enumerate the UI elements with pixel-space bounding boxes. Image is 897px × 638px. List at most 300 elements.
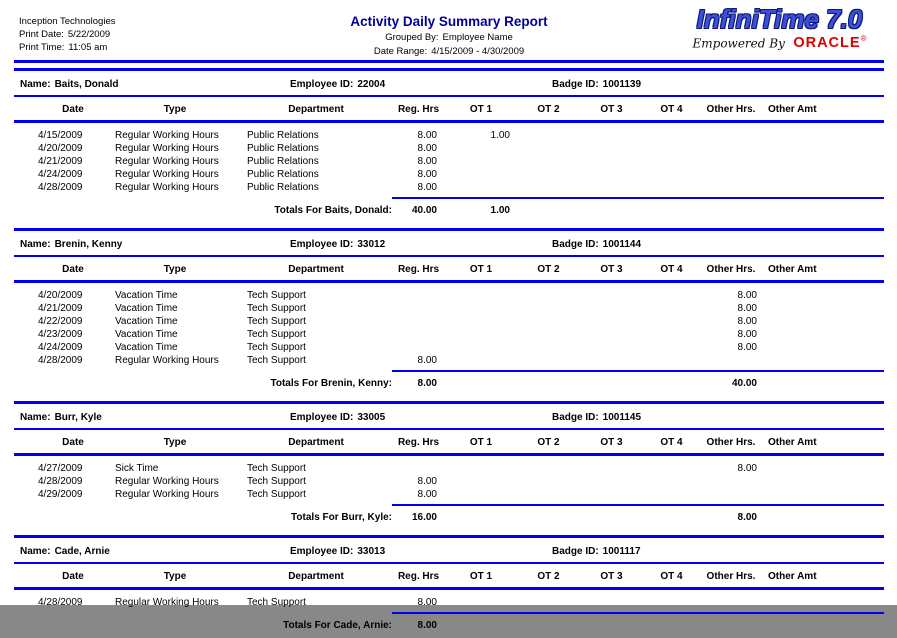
rows-body [14,455,884,502]
table-row [14,475,884,488]
total-ot2 [517,505,580,530]
cell-reg_hrs [392,455,445,476]
rows-body [14,282,884,368]
name-label: Name: [20,239,51,250]
employee-name: Burr, Kyle [54,412,102,423]
total-ot3 [580,371,643,396]
cell-ot3 [580,354,643,367]
cell-department: Tech Support [247,290,306,301]
column-header-department: Department [240,564,392,589]
cell-reg_hrs [392,302,445,315]
employee-id-group [290,412,385,423]
column-header-ot3: OT 3 [580,257,643,282]
cell-other_hrs [700,475,762,488]
cell-reg_hrs: 8.00 [417,489,437,500]
column-header-other_amt: Other Amt [762,430,884,455]
cell-other_amt [762,122,884,143]
cell-type: Vacation Time [115,329,178,340]
totals-label: Totals For Burr, Kyle: [291,511,392,523]
totals-row [14,371,884,396]
employee-name: Baits, Donald [54,79,119,90]
total-ot1 [445,613,517,638]
column-header-row [14,257,884,282]
badge-id-group [552,412,641,423]
cell-other_amt [762,328,884,341]
activity-table [14,97,884,223]
cell-date: 4/20/2009 [38,143,83,154]
cell-other_hrs [700,168,762,181]
employee-id-group [290,546,385,557]
cell-department: Public Relations [247,169,319,180]
cell-ot1 [445,315,517,328]
column-header-other_hrs: Other Hrs. [700,564,762,589]
cell-ot3 [580,589,643,610]
employee-section [14,401,884,530]
cell-department: Public Relations [247,143,319,154]
employee-name-group [20,239,122,250]
cell-ot4 [643,282,700,303]
cell-other_hrs [700,589,762,610]
cell-date: 4/23/2009 [38,329,83,340]
infinitime-logo [677,6,882,51]
cell-date: 4/22/2009 [38,316,83,327]
total-ot4 [643,613,700,638]
total-other-hrs [700,198,762,223]
cell-reg_hrs: 8.00 [417,182,437,193]
badge-id-value: 1001139 [602,79,642,90]
table-row [14,341,884,354]
employee-section [14,228,884,396]
cell-type: Regular Working Hours [115,182,219,193]
badge-id-group [552,79,641,90]
cell-ot1 [445,328,517,341]
cell-ot3 [580,475,643,488]
employee-id-label: Employee ID: [290,546,354,557]
cell-department: Tech Support [247,489,306,500]
employee-name-group [20,412,102,423]
total-other-amt [762,505,884,530]
registered-mark-icon: ® [860,34,867,43]
total-reg-hrs: 40.00 [411,205,437,216]
total-reg-hrs: 16.00 [411,512,437,523]
table-row [14,122,884,143]
cell-reg_hrs: 8.00 [417,597,437,608]
cell-date: 4/20/2009 [38,290,83,301]
totals-label: Totals For Cade, Arnie: [283,619,392,631]
cell-other_hrs: 8.00 [737,342,757,353]
total-ot3 [580,198,643,223]
employee-id-label: Employee ID: [290,239,354,250]
employee-section [14,535,884,638]
cell-ot2 [517,315,580,328]
column-header-other_hrs: Other Hrs. [700,257,762,282]
cell-type: Regular Working Hours [115,355,219,366]
column-header-ot4: OT 4 [643,430,700,455]
column-header-other_hrs: Other Hrs. [700,430,762,455]
employee-name: Cade, Arnie [54,546,110,557]
cell-other_amt [762,282,884,303]
cell-type: Regular Working Hours [115,143,219,154]
cell-date: 4/21/2009 [38,303,83,314]
cell-ot1 [445,354,517,367]
cell-type: Regular Working Hours [115,597,219,608]
total-ot2 [517,371,580,396]
column-header-ot2: OT 2 [517,564,580,589]
badge-id-label: Badge ID: [552,79,599,90]
column-header-row [14,564,884,589]
grouped-by-label: Grouped By: [385,32,439,43]
employee-id-value: 33013 [357,546,386,557]
cell-ot3 [580,488,643,501]
employee-name-group [20,79,118,90]
cell-department: Tech Support [247,342,306,353]
totals-label: Totals For Baits, Donald: [274,204,392,216]
cell-ot1 [445,589,517,610]
cell-reg_hrs [392,328,445,341]
table-row [14,328,884,341]
cell-other_amt [762,181,884,194]
cell-other_amt [762,315,884,328]
cell-other_hrs [700,354,762,367]
cell-ot4 [643,341,700,354]
name-label: Name: [20,412,51,423]
column-header-date: Date [14,564,110,589]
cell-department: Tech Support [247,597,306,608]
activity-table [14,564,884,638]
report-body [14,68,884,638]
cell-reg_hrs: 8.00 [417,143,437,154]
column-header-ot4: OT 4 [643,257,700,282]
total-other-amt [762,198,884,223]
column-header-reg_hrs: Reg. Hrs [392,97,445,122]
cell-other_hrs: 8.00 [737,303,757,314]
employee-id-value: 22004 [357,79,386,90]
totals-row [14,198,884,223]
total-reg-hrs: 8.00 [417,620,437,631]
cell-department: Tech Support [247,476,306,487]
total-other-amt [762,371,884,396]
cell-ot2 [517,475,580,488]
cell-ot2 [517,488,580,501]
total-ot2 [517,198,580,223]
cell-other_amt [762,168,884,181]
column-header-date: Date [14,97,110,122]
cell-date: 4/21/2009 [38,156,83,167]
cell-ot1 [445,488,517,501]
cell-ot2 [517,282,580,303]
total-ot1 [445,371,517,396]
cell-department: Tech Support [247,316,306,327]
activity-table [14,430,884,530]
cell-other_amt [762,341,884,354]
cell-reg_hrs: 8.00 [417,355,437,366]
cell-other_hrs [700,142,762,155]
cell-other_amt [762,589,884,610]
cell-other_hrs: 8.00 [737,329,757,340]
column-header-ot1: OT 1 [445,97,517,122]
cell-ot4 [643,354,700,367]
cell-type: Vacation Time [115,316,178,327]
cell-ot1 [445,282,517,303]
employee-id-group [290,239,385,250]
cell-ot2 [517,328,580,341]
cell-other_hrs [700,181,762,194]
oracle-brand: ORACLE [793,35,861,52]
cell-department: Public Relations [247,156,319,167]
badge-id-label: Badge ID: [552,412,599,423]
cell-type: Regular Working Hours [115,156,219,167]
cell-ot4 [643,142,700,155]
cell-reg_hrs [392,282,445,303]
column-header-ot2: OT 2 [517,97,580,122]
cell-reg_hrs: 8.00 [417,169,437,180]
cell-ot4 [643,475,700,488]
total-ot4 [643,198,700,223]
badge-id-value: 1001144 [602,239,642,250]
total-ot3 [580,613,643,638]
column-header-date: Date [14,257,110,282]
column-header-department: Department [240,430,392,455]
cell-date: 4/29/2009 [38,489,83,500]
employee-info-row [14,538,884,562]
cell-other_amt [762,455,884,476]
table-row [14,354,884,367]
header-divider [14,60,884,63]
cell-ot3 [580,155,643,168]
cell-ot1 [445,168,517,181]
column-header-row [14,97,884,122]
employee-id-value: 33005 [357,412,386,423]
product-wordmark: InfiniTime 7.0 [696,4,863,34]
table-row [14,315,884,328]
table-row [14,155,884,168]
cell-other_hrs [700,155,762,168]
cell-date: 4/27/2009 [38,463,83,474]
totals-row [14,613,884,638]
employee-info-row [14,404,884,428]
total-ot4 [643,505,700,530]
cell-ot3 [580,181,643,194]
logo-tagline-row [677,31,882,51]
cell-date: 4/15/2009 [38,130,83,141]
print-time-value: 11:05 am [68,42,108,53]
activity-table [14,257,884,396]
cell-department: Public Relations [247,130,319,141]
cell-ot4 [643,589,700,610]
cell-ot4 [643,315,700,328]
employee-section [14,68,884,223]
column-header-ot2: OT 2 [517,257,580,282]
cell-ot3 [580,455,643,476]
cell-ot3 [580,315,643,328]
cell-ot2 [517,155,580,168]
totals-row [14,505,884,530]
cell-ot2 [517,354,580,367]
column-header-ot1: OT 1 [445,564,517,589]
column-header-type: Type [110,257,240,282]
badge-id-value: 1001145 [602,412,642,423]
total-other-hrs: 40.00 [731,378,757,389]
table-row [14,455,884,476]
cell-type: Vacation Time [115,290,178,301]
column-header-ot4: OT 4 [643,97,700,122]
cell-ot2 [517,122,580,143]
cell-other_hrs: 8.00 [737,290,757,301]
cell-ot2 [517,589,580,610]
company-name: Inception Technologies [19,16,116,27]
cell-other_hrs: 8.00 [737,316,757,327]
cell-ot3 [580,302,643,315]
cell-ot4 [643,328,700,341]
cell-other_hrs [700,488,762,501]
cell-date: 4/28/2009 [38,597,83,608]
cell-ot4 [643,122,700,143]
column-header-ot2: OT 2 [517,430,580,455]
column-header-ot4: OT 4 [643,564,700,589]
cell-ot1 [445,155,517,168]
cell-department: Tech Support [247,303,306,314]
grouped-by-value: Employee Name [442,32,513,43]
total-ot1: 1.00 [490,205,510,216]
column-header-ot3: OT 3 [580,564,643,589]
employee-info-row [14,231,884,255]
name-label: Name: [20,546,51,557]
cell-ot1 [445,181,517,194]
table-row [14,142,884,155]
cell-type: Regular Working Hours [115,169,219,180]
cell-reg_hrs: 8.00 [417,156,437,167]
table-row [14,282,884,303]
date-range-value: 4/15/2009 - 4/30/2009 [431,46,525,57]
totals-label: Totals For Brenin, Kenny: [270,377,392,389]
cell-department: Tech Support [247,329,306,340]
employee-id-group [290,79,385,90]
total-ot4 [643,371,700,396]
cell-reg_hrs: 8.00 [417,130,437,141]
logo-tagline: Empowered By [692,36,785,51]
cell-department: Tech Support [247,355,306,366]
cell-other_amt [762,475,884,488]
cell-other_amt [762,155,884,168]
cell-other_hrs [700,122,762,143]
cell-reg_hrs [392,315,445,328]
table-row [14,589,884,610]
rows-body [14,122,884,195]
cell-ot2 [517,181,580,194]
cell-ot1 [445,302,517,315]
badge-id-group [552,239,641,250]
total-ot1 [445,505,517,530]
cell-other_hrs: 8.00 [737,463,757,474]
cell-other_amt [762,302,884,315]
cell-reg_hrs [392,341,445,354]
total-other-hrs [700,613,762,638]
employee-name: Brenin, Kenny [54,239,123,250]
column-header-type: Type [110,430,240,455]
cell-ot2 [517,341,580,354]
cell-ot4 [643,455,700,476]
cell-ot4 [643,488,700,501]
column-header-ot3: OT 3 [580,97,643,122]
total-ot2 [517,613,580,638]
cell-ot3 [580,168,643,181]
report-title: Activity Daily Summary Report [350,14,548,29]
column-header-type: Type [110,564,240,589]
cell-date: 4/24/2009 [38,342,83,353]
cell-department: Tech Support [247,463,306,474]
cell-type: Sick Time [115,463,159,474]
cell-ot2 [517,302,580,315]
cell-date: 4/28/2009 [38,355,83,366]
column-header-reg_hrs: Reg. Hrs [392,564,445,589]
column-header-ot3: OT 3 [580,430,643,455]
cell-other_amt [762,488,884,501]
column-header-date: Date [14,430,110,455]
column-header-reg_hrs: Reg. Hrs [392,430,445,455]
cell-ot4 [643,168,700,181]
badge-id-label: Badge ID: [552,546,599,557]
cell-ot4 [643,302,700,315]
cell-ot1 [445,142,517,155]
column-header-department: Department [240,97,392,122]
cell-ot4 [643,181,700,194]
rows-body [14,589,884,610]
column-header-ot1: OT 1 [445,430,517,455]
page-header [14,0,884,60]
cell-ot4 [643,155,700,168]
column-header-type: Type [110,97,240,122]
cell-date: 4/28/2009 [38,476,83,487]
total-reg-hrs: 8.00 [417,378,437,389]
print-date-value: 5/22/2009 [67,29,111,40]
cell-ot3 [580,282,643,303]
cell-ot2 [517,168,580,181]
column-header-other_amt: Other Amt [762,564,884,589]
employee-id-label: Employee ID: [290,412,354,423]
employee-name-group [20,546,110,557]
column-header-department: Department [240,257,392,282]
column-header-other_hrs: Other Hrs. [700,97,762,122]
column-header-reg_hrs: Reg. Hrs [392,257,445,282]
column-header-ot1: OT 1 [445,257,517,282]
column-header-other_amt: Other Amt [762,97,884,122]
employee-info-row [14,71,884,95]
name-label: Name: [20,79,51,90]
cell-type: Regular Working Hours [115,130,219,141]
cell-reg_hrs: 8.00 [417,476,437,487]
total-ot3 [580,505,643,530]
total-other-hrs: 8.00 [737,512,757,523]
cell-ot1: 1.00 [490,130,510,141]
print-date-label: Print Date: [19,29,64,40]
cell-ot3 [580,341,643,354]
cell-ot2 [517,142,580,155]
cell-type: Vacation Time [115,303,178,314]
cell-department: Public Relations [247,182,319,193]
table-row [14,302,884,315]
table-row [14,488,884,501]
cell-ot3 [580,122,643,143]
date-range-label: Date Range: [373,46,428,57]
cell-ot1 [445,475,517,488]
table-row [14,181,884,194]
cell-ot3 [580,328,643,341]
cell-date: 4/28/2009 [38,182,83,193]
total-other-amt [762,613,884,638]
cell-type: Regular Working Hours [115,489,219,500]
cell-ot1 [445,341,517,354]
cell-ot1 [445,455,517,476]
